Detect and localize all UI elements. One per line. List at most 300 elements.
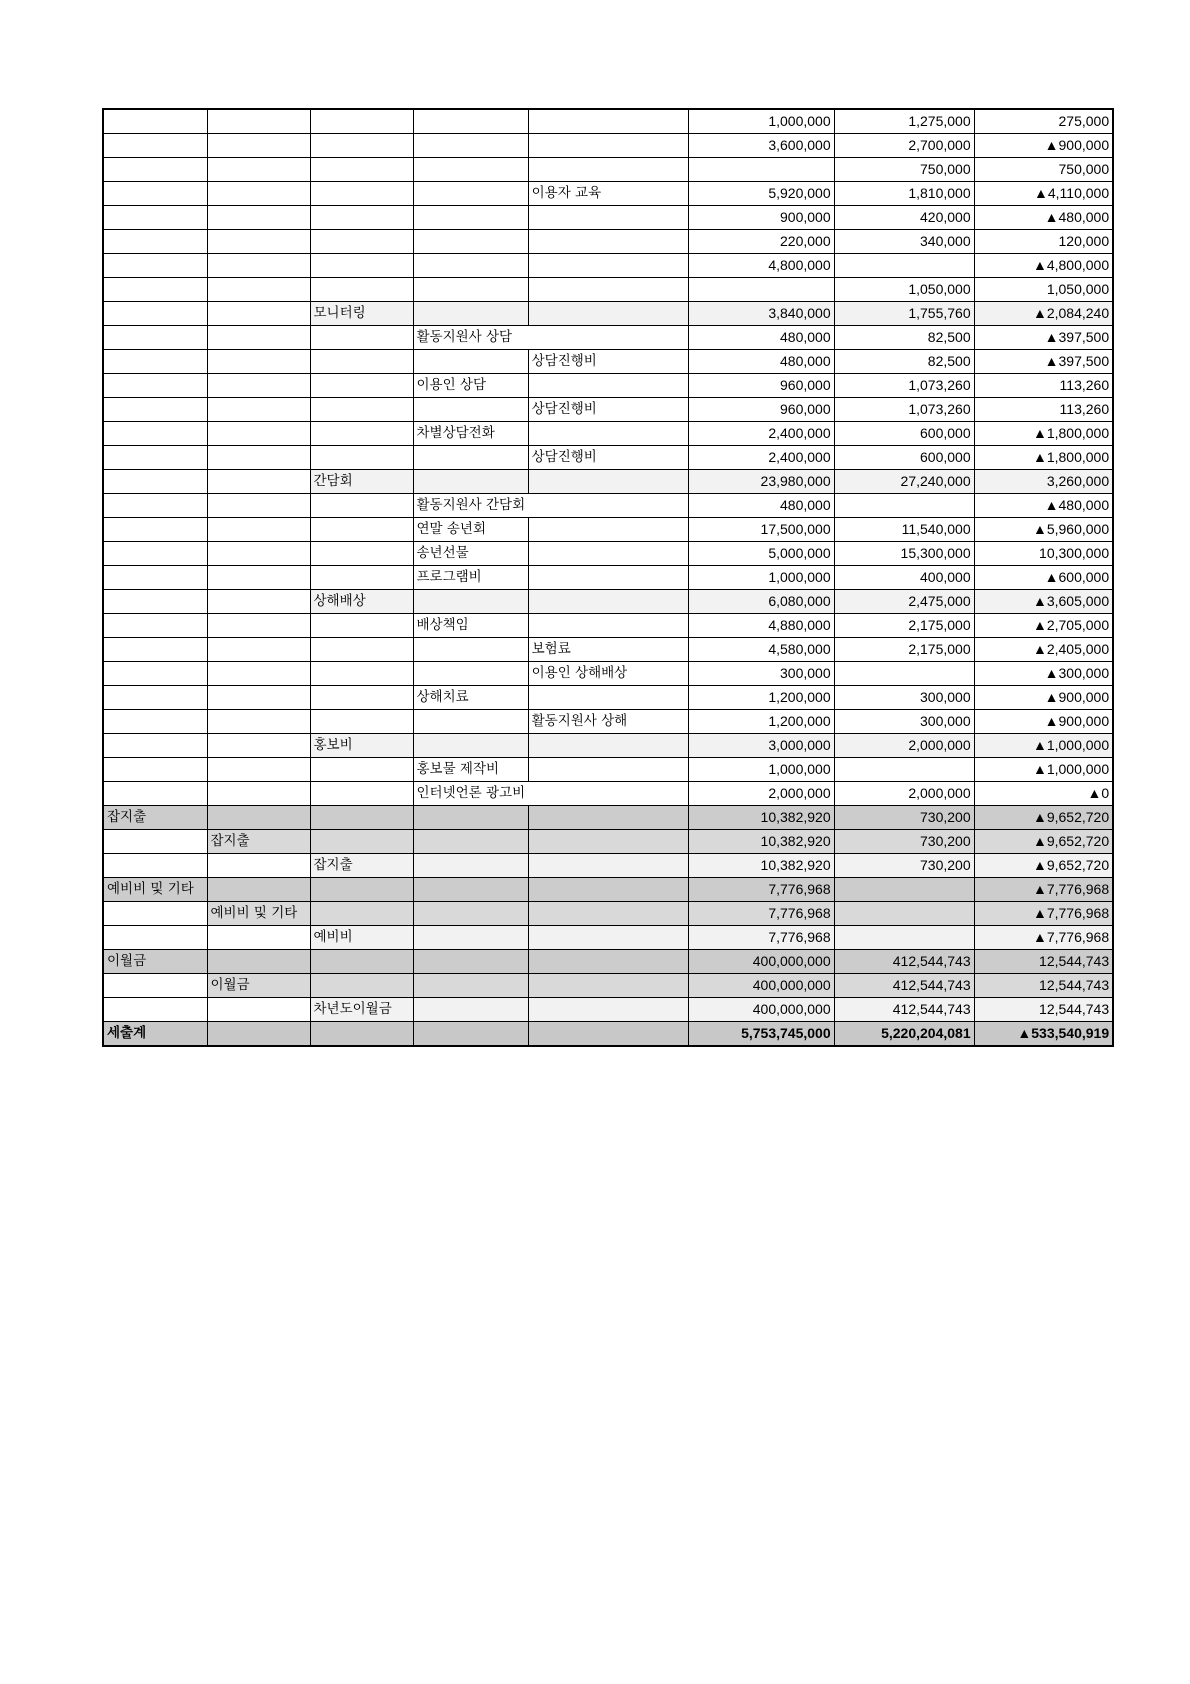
category-cell-2 [207,254,310,278]
category-cell-4 [413,446,528,470]
category-cell-3 [310,974,413,998]
category-cell-4: 배상책임 [413,614,528,638]
settled-amount-cell: 2,700,000 [834,134,974,158]
table-row [103,878,1113,902]
budget-amount-cell: 400,000,000 [688,974,834,998]
category-cell-3: 차년도이월금 [310,998,413,1022]
table-row [103,470,1113,494]
table-row [103,758,1113,782]
category-cell-2 [207,734,310,758]
category-cell-3 [310,158,413,182]
budget-amount-cell: 5,753,745,000 [688,1022,834,1047]
category-cell-5 [528,278,688,302]
category-cell-2 [207,782,310,806]
category-cell-1 [103,278,207,302]
category-cell-1 [103,230,207,254]
budget-amount-cell: 3,600,000 [688,134,834,158]
category-cell-1 [103,254,207,278]
settled-amount-cell: 600,000 [834,422,974,446]
budget-amount-cell: 900,000 [688,206,834,230]
table-row [103,134,1113,158]
category-cell-2 [207,158,310,182]
settled-amount-cell [834,878,974,902]
category-cell-5 [528,590,688,614]
category-cell-5 [528,998,688,1022]
category-cell-1 [103,710,207,734]
category-cell-3 [310,566,413,590]
difference-cell: 120,000 [974,230,1113,254]
category-cell-1 [103,854,207,878]
budget-amount-cell: 4,580,000 [688,638,834,662]
category-cell-2 [207,806,310,830]
table-row [103,374,1113,398]
settled-amount-cell: 412,544,743 [834,974,974,998]
category-cell-2 [207,206,310,230]
category-cell-3 [310,950,413,974]
category-cell-5 [528,974,688,998]
category-cell-5 [528,926,688,950]
difference-cell: ▲397,500 [974,326,1113,350]
budget-amount-cell: 1,000,000 [688,566,834,590]
category-cell-3: 상해배상 [310,590,413,614]
category-cell-4: 상해치료 [413,686,528,710]
category-cell-1 [103,350,207,374]
category-cell-4: 홍보물 제작비 [413,758,528,782]
category-cell-1 [103,758,207,782]
category-cell-3 [310,638,413,662]
category-cell-4 [413,662,528,686]
table-row [103,278,1113,302]
budget-amount-cell: 23,980,000 [688,470,834,494]
settled-amount-cell: 82,500 [834,350,974,374]
budget-amount-cell: 480,000 [688,326,834,350]
category-cell-1 [103,158,207,182]
category-cell-2 [207,662,310,686]
settled-amount-cell: 730,200 [834,830,974,854]
budget-amount-cell: 6,080,000 [688,590,834,614]
difference-cell: 3,260,000 [974,470,1113,494]
category-cell-5 [528,254,688,278]
category-cell-3 [310,758,413,782]
category-cell-2 [207,518,310,542]
category-cell-4: 이용인 상담 [413,374,528,398]
settled-amount-cell: 82,500 [834,326,974,350]
category-cell-2 [207,758,310,782]
difference-cell: ▲9,652,720 [974,830,1113,854]
category-cell-4 [413,974,528,998]
table-row [103,158,1113,182]
settled-amount-cell: 1,810,000 [834,182,974,206]
difference-cell: ▲480,000 [974,206,1113,230]
settled-amount-cell: 15,300,000 [834,542,974,566]
difference-cell: ▲7,776,968 [974,902,1113,926]
category-cell-4 [413,734,528,758]
category-cell-4 [413,710,528,734]
category-cell-4 [413,302,528,326]
difference-cell: 12,544,743 [974,998,1113,1022]
budget-amount-cell: 10,382,920 [688,806,834,830]
category-cell-5 [528,854,688,878]
table-row [103,830,1113,854]
category-cell-3 [310,806,413,830]
difference-cell: ▲9,652,720 [974,806,1113,830]
table-row [103,950,1113,974]
category-cell-2 [207,302,310,326]
table-row [103,230,1113,254]
category-cell-5 [528,542,688,566]
settled-amount-cell: 2,175,000 [834,614,974,638]
category-cell-4 [413,278,528,302]
settled-amount-cell: 300,000 [834,710,974,734]
table-row [103,590,1113,614]
category-cell-4 [413,830,528,854]
budget-amount-cell: 5,000,000 [688,542,834,566]
category-cell-5: 상담진행비 [528,446,688,470]
category-cell-3 [310,230,413,254]
category-cell-2 [207,134,310,158]
difference-cell: 10,300,000 [974,542,1113,566]
difference-cell: ▲2,705,000 [974,614,1113,638]
settled-amount-cell: 1,073,260 [834,398,974,422]
difference-cell: ▲2,405,000 [974,638,1113,662]
table-row [103,542,1113,566]
category-cell-5: 이용자 교육 [528,182,688,206]
category-cell-5 [528,302,688,326]
table-row [103,109,1113,134]
table-row [103,734,1113,758]
difference-cell: 12,544,743 [974,974,1113,998]
budget-amount-cell: 960,000 [688,374,834,398]
settled-amount-cell [834,494,974,518]
category-cell-2 [207,878,310,902]
settled-amount-cell: 412,544,743 [834,950,974,974]
category-cell-2 [207,182,310,206]
category-cell-5 [528,950,688,974]
category-cell-4 [413,134,528,158]
category-cell-1 [103,590,207,614]
category-cell-1 [103,782,207,806]
category-cell-2 [207,109,310,134]
category-cell-4: 차별상담전화 [413,422,528,446]
settled-amount-cell: 400,000 [834,566,974,590]
budget-amount-cell [688,158,834,182]
difference-cell: ▲480,000 [974,494,1113,518]
category-cell-2 [207,926,310,950]
category-cell-3 [310,614,413,638]
table-row [103,998,1113,1022]
category-cell-2 [207,350,310,374]
table-row [103,254,1113,278]
table-row [103,614,1113,638]
category-cell-4 [413,638,528,662]
category-cell-4 [413,182,528,206]
budget-amount-cell: 960,000 [688,398,834,422]
settled-amount-cell: 730,200 [834,854,974,878]
settled-amount-cell: 340,000 [834,230,974,254]
difference-cell: ▲4,800,000 [974,254,1113,278]
category-cell-1 [103,422,207,446]
category-cell-4 [413,158,528,182]
difference-cell: ▲7,776,968 [974,878,1113,902]
category-cell-3 [310,662,413,686]
budget-expenditure-table [102,108,1114,1047]
category-cell-3 [310,134,413,158]
category-cell-2 [207,566,310,590]
category-cell-2: 이월금 [207,974,310,998]
category-cell-2 [207,950,310,974]
category-cell-5: 상담진행비 [528,398,688,422]
table-row [103,518,1113,542]
difference-cell: ▲2,084,240 [974,302,1113,326]
category-cell-1 [103,830,207,854]
category-cell-4 [413,590,528,614]
category-cell-5 [528,230,688,254]
category-cell-4 [413,398,528,422]
category-cell-5 [528,614,688,638]
category-cell-1 [103,926,207,950]
category-cell-3: 간담회 [310,470,413,494]
budget-amount-cell: 7,776,968 [688,878,834,902]
table-row [103,182,1113,206]
category-cell-4 [413,902,528,926]
category-cell-5 [528,1022,688,1047]
difference-cell: ▲900,000 [974,134,1113,158]
category-cell-2 [207,542,310,566]
category-cell-4 [413,806,528,830]
settled-amount-cell [834,758,974,782]
category-cell-1 [103,638,207,662]
category-cell-5 [528,470,688,494]
category-cell-1 [103,302,207,326]
budget-amount-cell [688,278,834,302]
category-cell-2 [207,854,310,878]
table-row [103,686,1113,710]
budget-amount-cell: 2,400,000 [688,422,834,446]
category-cell-5 [528,518,688,542]
difference-cell: 750,000 [974,158,1113,182]
settled-amount-cell: 2,175,000 [834,638,974,662]
table-row [103,1022,1113,1047]
category-cell-2 [207,422,310,446]
category-cell-1 [103,566,207,590]
category-cell-1: 예비비 및 기타 [103,878,207,902]
settled-amount-cell [834,662,974,686]
settled-amount-cell: 412,544,743 [834,998,974,1022]
budget-amount-cell: 300,000 [688,662,834,686]
difference-cell: ▲600,000 [974,566,1113,590]
difference-cell: ▲0 [974,782,1113,806]
budget-amount-cell: 2,400,000 [688,446,834,470]
settled-amount-cell: 5,220,204,081 [834,1022,974,1047]
category-cell-4 [413,230,528,254]
table-row [103,398,1113,422]
table-row [103,206,1113,230]
category-cell-3 [310,902,413,926]
difference-cell: ▲397,500 [974,350,1113,374]
category-cell-4 [413,878,528,902]
category-cell-3 [310,686,413,710]
category-cell-1 [103,446,207,470]
difference-cell: ▲300,000 [974,662,1113,686]
category-cell-4 [413,350,528,374]
category-cell-1 [103,470,207,494]
settled-amount-cell: 750,000 [834,158,974,182]
category-cell-5 [528,686,688,710]
table-row [103,422,1113,446]
category-cell-5 [528,374,688,398]
category-cell-2 [207,614,310,638]
category-cell-1 [103,374,207,398]
category-cell-1 [103,494,207,518]
category-cell-3 [310,710,413,734]
budget-amount-cell: 3,840,000 [688,302,834,326]
budget-amount-cell: 1,000,000 [688,758,834,782]
table-row [103,902,1113,926]
category-cell-3 [310,878,413,902]
table-row [103,806,1113,830]
difference-cell: 113,260 [974,398,1113,422]
category-cell-2 [207,590,310,614]
budget-amount-cell: 1,000,000 [688,109,834,134]
category-cell-2 [207,494,310,518]
category-cell-5 [528,782,688,806]
category-cell-4: 활동지원사 간담회 [413,494,528,518]
category-cell-2: 예비비 및 기타 [207,902,310,926]
difference-cell: 1,050,000 [974,278,1113,302]
settled-amount-cell: 1,755,760 [834,302,974,326]
category-cell-1: 세출계 [103,1022,207,1047]
category-cell-1 [103,686,207,710]
category-cell-3 [310,206,413,230]
category-cell-2 [207,470,310,494]
category-cell-3 [310,326,413,350]
category-cell-3 [310,182,413,206]
difference-cell: ▲9,652,720 [974,854,1113,878]
difference-cell: 113,260 [974,374,1113,398]
category-cell-1 [103,902,207,926]
table-row [103,350,1113,374]
budget-amount-cell: 4,800,000 [688,254,834,278]
category-cell-2 [207,710,310,734]
category-cell-3 [310,494,413,518]
table-row [103,638,1113,662]
category-cell-4 [413,206,528,230]
category-cell-5 [528,734,688,758]
category-cell-3 [310,518,413,542]
category-cell-2 [207,1022,310,1047]
category-cell-1 [103,542,207,566]
category-cell-3 [310,109,413,134]
difference-cell: ▲1,800,000 [974,422,1113,446]
settled-amount-cell: 1,050,000 [834,278,974,302]
settled-amount-cell: 730,200 [834,806,974,830]
budget-amount-cell: 10,382,920 [688,854,834,878]
category-cell-1 [103,662,207,686]
category-cell-4 [413,254,528,278]
category-cell-1 [103,398,207,422]
difference-cell: ▲1,800,000 [974,446,1113,470]
budget-amount-cell: 7,776,968 [688,926,834,950]
category-cell-4: 연말 송년회 [413,518,528,542]
category-cell-2 [207,638,310,662]
category-cell-5 [528,326,688,350]
category-cell-2 [207,998,310,1022]
settled-amount-cell [834,902,974,926]
category-cell-3 [310,782,413,806]
category-cell-3: 모니터링 [310,302,413,326]
category-cell-1 [103,109,207,134]
category-cell-4 [413,109,528,134]
settled-amount-cell: 300,000 [834,686,974,710]
difference-cell: 275,000 [974,109,1113,134]
budget-amount-cell: 1,200,000 [688,710,834,734]
budget-amount-cell: 7,776,968 [688,902,834,926]
budget-amount-cell: 1,200,000 [688,686,834,710]
difference-cell: ▲7,776,968 [974,926,1113,950]
category-cell-5 [528,158,688,182]
table-row [103,710,1113,734]
table-row [103,494,1113,518]
table-row [103,326,1113,350]
difference-cell: ▲1,000,000 [974,758,1113,782]
category-cell-5 [528,806,688,830]
category-cell-4 [413,470,528,494]
category-cell-5 [528,830,688,854]
category-cell-3: 홍보비 [310,734,413,758]
settled-amount-cell: 1,275,000 [834,109,974,134]
category-cell-1: 이월금 [103,950,207,974]
category-cell-1 [103,326,207,350]
category-cell-2 [207,446,310,470]
settled-amount-cell: 2,475,000 [834,590,974,614]
table-row [103,974,1113,998]
settled-amount-cell: 27,240,000 [834,470,974,494]
table-row [103,662,1113,686]
category-cell-4: 프로그램비 [413,566,528,590]
difference-cell: 12,544,743 [974,950,1113,974]
category-cell-2 [207,230,310,254]
settled-amount-cell: 11,540,000 [834,518,974,542]
category-cell-4 [413,998,528,1022]
budget-amount-cell: 5,920,000 [688,182,834,206]
category-cell-1: 잡지출 [103,806,207,830]
table-row [103,566,1113,590]
category-cell-2 [207,374,310,398]
category-cell-1 [103,998,207,1022]
category-cell-2 [207,686,310,710]
category-cell-4 [413,854,528,878]
settled-amount-cell [834,926,974,950]
budget-amount-cell: 10,382,920 [688,830,834,854]
category-cell-3 [310,398,413,422]
category-cell-1 [103,518,207,542]
category-cell-4 [413,950,528,974]
category-cell-2 [207,326,310,350]
category-cell-3 [310,422,413,446]
category-cell-1 [103,206,207,230]
table-row [103,782,1113,806]
category-cell-3 [310,446,413,470]
category-cell-1 [103,182,207,206]
budget-amount-cell: 220,000 [688,230,834,254]
category-cell-5: 상담진행비 [528,350,688,374]
budget-amount-cell: 480,000 [688,494,834,518]
category-cell-4 [413,1022,528,1047]
category-cell-3 [310,542,413,566]
settled-amount-cell: 2,000,000 [834,782,974,806]
category-cell-5 [528,109,688,134]
category-cell-5: 보험료 [528,638,688,662]
